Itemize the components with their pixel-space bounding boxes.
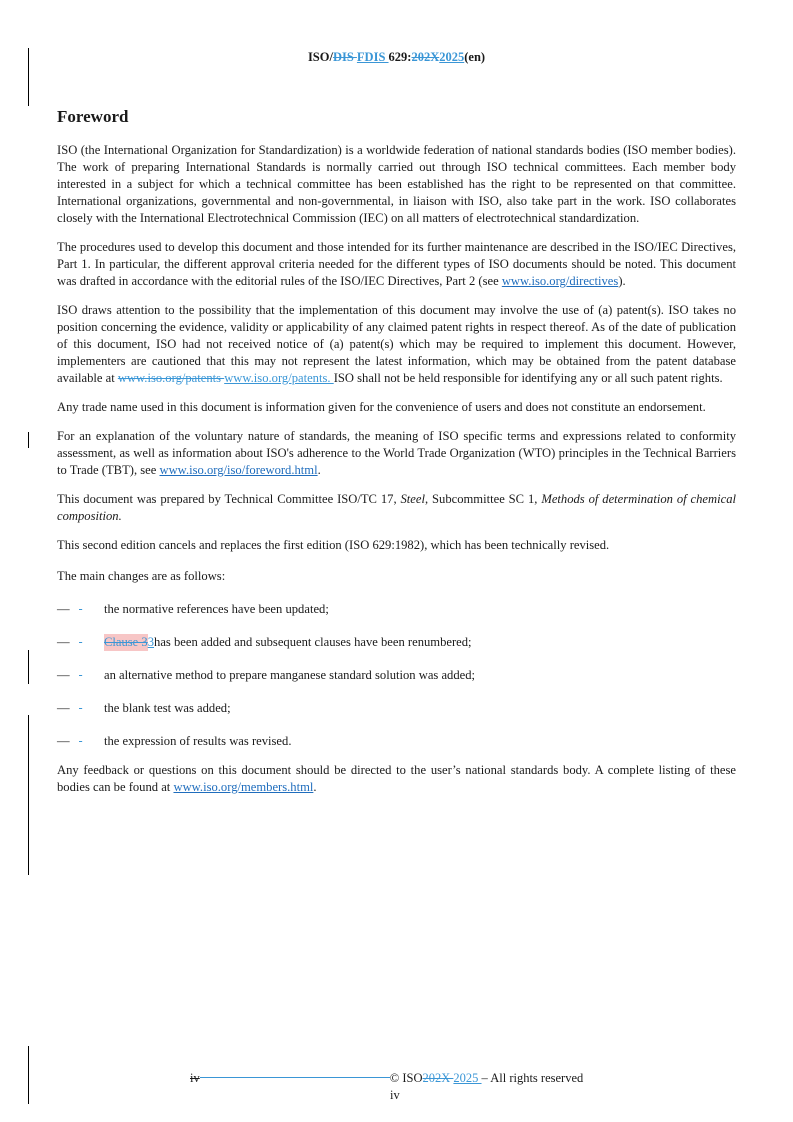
patents-link[interactable]: www.iso.org/patents. bbox=[224, 371, 334, 385]
paragraph-iso-intro: ISO (the International Organization for Standardization) is a worldwide federation of national standards bodies (ISO member bodies). The work of preparing International Standards is normally carried out through ISO technical committees. Each member body interested in a subject for which a technical committee has been established has the right to be represented on that committee. International organizations, governmental and non-governmental, in liaison with ISO, also take part in the work. ISO collaborates closely with the International Electrotechnical Commission (IEC) on all matters of electrotechnical standardization. bbox=[57, 143, 736, 225]
footer-inserted-year: 2025 bbox=[453, 1071, 482, 1085]
footer-copyright-line bbox=[190, 1071, 583, 1086]
change-bar bbox=[28, 715, 29, 875]
header-prefix: ISO/ bbox=[307, 50, 333, 64]
page-title: Foreword bbox=[57, 107, 129, 126]
deleted-dash bbox=[79, 667, 104, 684]
footer-copyright: © ISO bbox=[389, 1071, 423, 1085]
footer-rights: – All rights reserved bbox=[481, 1071, 584, 1085]
deleted-dash bbox=[79, 601, 104, 618]
paragraph-feedback: Any feedback or questions on this document should be directed to the user’s national standards body. A complete listing of these bodies can be found at www.iso.org/members.html. bbox=[57, 763, 736, 794]
deleted-dash bbox=[79, 634, 104, 651]
paragraph-procedures: The procedures used to develop this document and those intended for its further maintenance are described in the ISO/IEC Directives, Part 1. In particular, the different approval criteria needed for the different types of ISO documents should be noted. This document was drafted in accordance with the editorial rules of the ISO/IEC Directives, Part 2 (see www.iso.org/directives). bbox=[57, 240, 736, 288]
change-bar bbox=[28, 650, 29, 684]
paragraph-trade-name: Any trade name used in this document is information given for the convenience of users and does not constitute an endorsement. bbox=[57, 400, 706, 414]
foreword-link[interactable]: www.iso.org/iso/foreword.html bbox=[159, 463, 318, 477]
header-suffix: (en) bbox=[464, 50, 486, 64]
page-number: iv bbox=[390, 1088, 400, 1102]
foreword-body bbox=[57, 106, 736, 808]
paragraph-patents: ISO draws attention to the possibility that the implementation of this document may involve the use of (a) patent(s). ISO takes no position concerning the evidence, validity or applicability of any claimed patent rights in respect thereof. As of the date of publication of this document, ISO had not received notice of (a) patent(s) which may be required to implement this document. However, implementers are cautioned that this may not represent the latest information, which may be obtained from the patent database available at www.iso.org/patents www.iso.org/patents. ISO shall not be held responsible for identifying any or all such patent rights. bbox=[57, 303, 736, 385]
list-dash: — bbox=[57, 602, 70, 616]
change-list-item: — an alternative method to prepare manganese standard solution was added; bbox=[57, 668, 476, 682]
footer-deleted-tab bbox=[200, 1077, 390, 1078]
header-deleted-year: 202X bbox=[411, 50, 440, 64]
change-bar bbox=[28, 1046, 29, 1104]
list-dash: — bbox=[57, 635, 70, 649]
paragraph-changes-intro: The main changes are as follows: bbox=[57, 569, 226, 583]
paragraph-committee: This document was prepared by Technical Committee ISO/TC 17, Steel, Subcommittee SC 1, Methods of determination of chemical composition. bbox=[57, 492, 736, 523]
change-list-item: — the expression of results was revised. bbox=[57, 734, 292, 748]
change-list-item: — the blank test was added; bbox=[57, 701, 231, 715]
clause-3-link[interactable]: 3 bbox=[147, 635, 155, 649]
list-dash: — bbox=[57, 701, 70, 715]
change-list-item: — the normative references have been updated; bbox=[57, 602, 329, 616]
document-header bbox=[0, 50, 793, 65]
paragraph-edition: This second edition cancels and replaces the first edition (ISO 629:1982), which has been technically revised. bbox=[57, 538, 610, 552]
paragraph-voluntary: For an explanation of the voluntary nature of standards, the meaning of ISO specific terms and expressions related to conformity assessment, as well as information about ISO's adherence to the World Trade Organization (WTO) principles in the Technical Barriers to Trade (TBT), see www.iso.org/iso/foreword.html. bbox=[57, 429, 736, 477]
list-dash: — bbox=[57, 734, 70, 748]
deleted-patents-link: www.iso.org/patents bbox=[117, 371, 225, 385]
header-number: 629: bbox=[388, 50, 412, 64]
members-link[interactable]: www.iso.org/members.html bbox=[173, 780, 314, 794]
directives-link[interactable]: www.iso.org/directives bbox=[501, 274, 619, 288]
header-inserted-year: 2025 bbox=[439, 50, 465, 64]
deleted-dash bbox=[79, 700, 104, 717]
change-list-item: — Clause 3 3 has been added and subsequent clauses have been renumbered; bbox=[57, 635, 472, 649]
footer-deleted-year: 202X bbox=[422, 1071, 454, 1085]
footer-deleted-page: iv bbox=[190, 1071, 200, 1085]
deleted-dash bbox=[79, 733, 104, 750]
change-bar bbox=[28, 432, 29, 448]
deleted-clause-ref: Clause 3 bbox=[104, 635, 148, 649]
list-dash: — bbox=[57, 668, 70, 682]
header-inserted-stage: FDIS bbox=[356, 50, 389, 64]
header-deleted-stage: DIS bbox=[332, 50, 357, 64]
